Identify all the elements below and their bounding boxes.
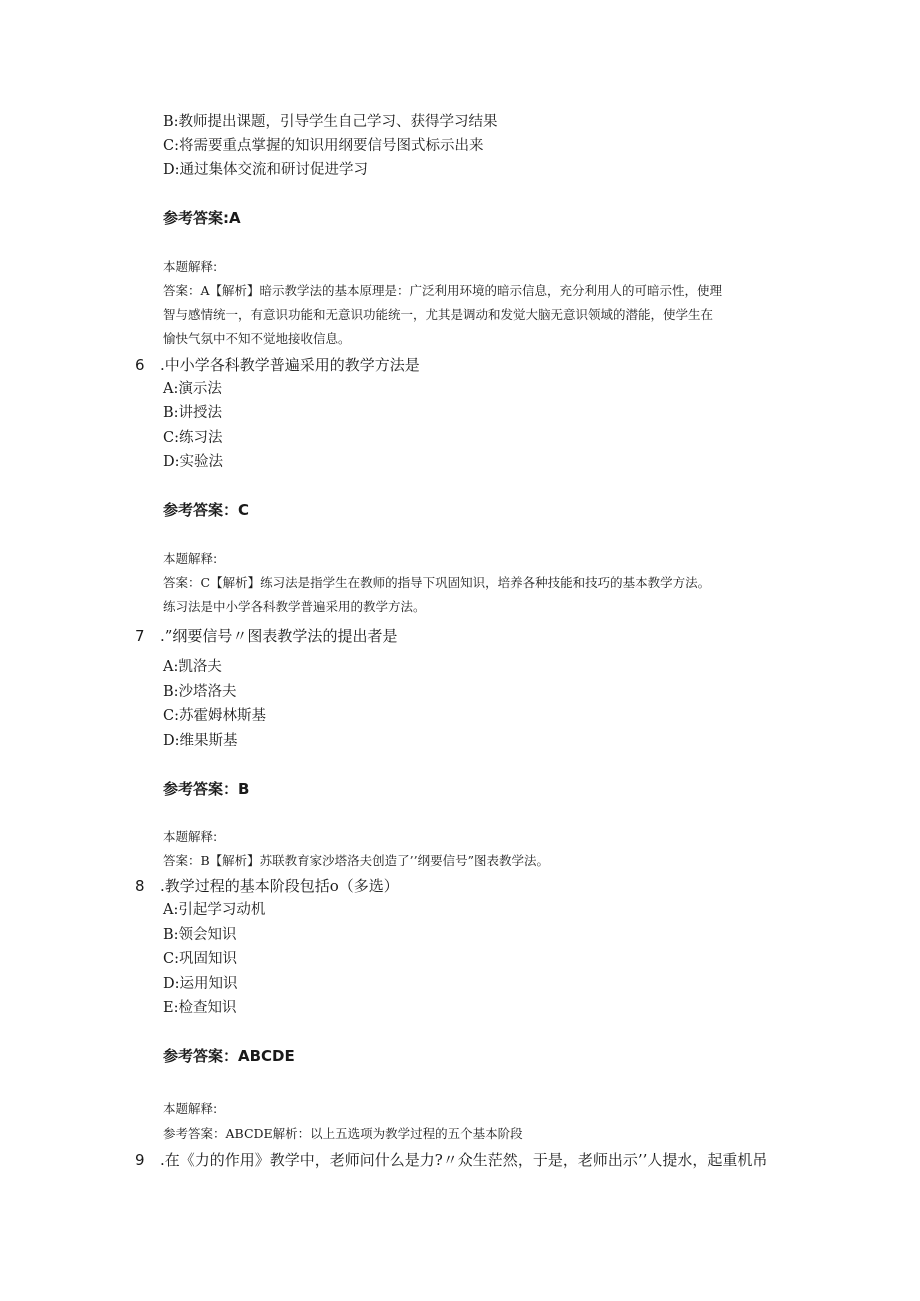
q8-option-b: B:领会知识 — [163, 927, 237, 943]
q6-explanation-line-2: 练习法是中小学各科教学普遍采用的教学方法。 — [163, 599, 426, 614]
q6-option-d: D:实验法 — [163, 454, 224, 470]
q9-question-text: .在《力的作用》教学中，老师问什么是力?〃众生茫然，于是，老师出示’’人提水，起重机吊 — [160, 1151, 768, 1169]
q6-answer: 参考答案：C — [163, 501, 250, 519]
q6-explanation-line-1: 答案：C【解析】练习法是指学生在教师的指导下巩固知识，培养各种技能和技巧的基本教学方法。 — [163, 575, 711, 590]
q8-explanation-line-1: 参考答案：ABCDE解析：以上五选项为教学过程的五个基本阶段 — [163, 1126, 523, 1141]
q6-number: 6 — [135, 356, 145, 374]
q5-explanation-line-3: 愉快气氛中不知不觉地接收信息。 — [163, 331, 351, 346]
q8-explanation-title: 本题解释: — [163, 1101, 218, 1116]
q8-option-a: A:引起学习动机 — [163, 902, 266, 918]
q8-answer: 参考答案：ABCDE — [163, 1047, 295, 1065]
q7-option-a: A:凯洛夫 — [163, 659, 222, 675]
q5-option-b: B:教师提出课题，引导学生自己学习、获得学习结果 — [163, 114, 498, 130]
q7-number: 7 — [135, 627, 145, 645]
q7-answer: 参考答案：B — [163, 780, 250, 798]
q5-option-c: C:将需要重点掌握的知识用纲要信号图式标示出来 — [163, 138, 484, 154]
q5-explanation-line-2: 智与感情统一，有意识功能和无意识功能统一，尤其是调动和发觉大脑无意识领域的潜能，使学生在 — [163, 307, 714, 322]
q9-number: 9 — [135, 1151, 145, 1169]
q8-option-e: E:检查知识 — [163, 1000, 237, 1016]
q6-option-b: B:讲授法 — [163, 405, 223, 421]
q8-number: 8 — [135, 877, 145, 895]
q7-option-c: C:苏霍姆林斯基 — [163, 708, 266, 724]
q5-explanation-line-1: 答案：A【解析】暗示教学法的基本原理是：广泛利用环境的暗示信息，充分利用人的可暗示性，使理 — [163, 283, 723, 298]
q5-option-d: D:通过集体交流和研讨促进学习 — [163, 162, 369, 178]
q8-option-c: C:巩固知识 — [163, 951, 237, 967]
q7-question-text: .”纲要信号〃图表教学法的提出者是 — [160, 627, 398, 645]
q7-option-b: B:沙塔洛夫 — [163, 684, 237, 700]
q6-question-text: .中小学各科教学普遍采用的教学方法是 — [160, 356, 420, 374]
q8-option-d: D:运用知识 — [163, 976, 238, 992]
q6-explanation-title: 本题解释: — [163, 551, 218, 566]
q6-option-c: C:练习法 — [163, 430, 223, 446]
q8-question-text: .教学过程的基本阶段包括o（多选） — [160, 877, 399, 895]
q5-answer: 参考答案:A — [163, 209, 241, 227]
q7-option-d: D:维果斯基 — [163, 733, 238, 749]
q5-explanation-title: 本题解释: — [163, 259, 218, 274]
q7-explanation-title: 本题解释: — [163, 829, 218, 844]
q7-explanation-line-1: 答案：B【解析】苏联教育家沙塔洛夫创造了’’纲要信号”图表教学法。 — [163, 853, 550, 868]
q6-option-a: A:演示法 — [163, 381, 222, 397]
